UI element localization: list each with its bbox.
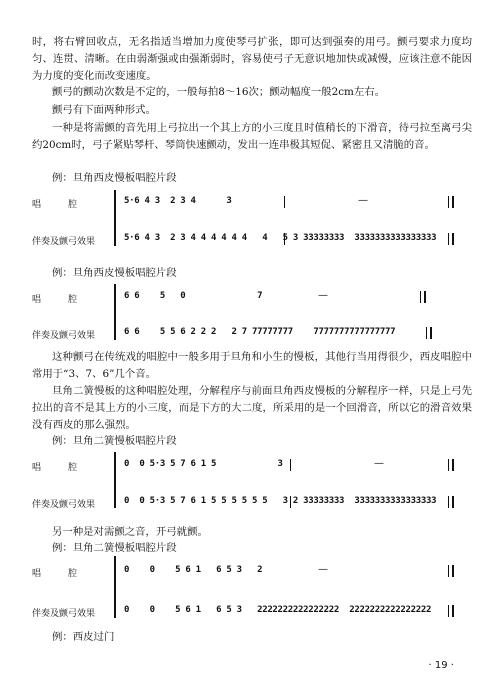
end-barline [448, 496, 454, 508]
system-brace [114, 190, 119, 246]
barline [290, 459, 291, 471]
end-barline [420, 291, 426, 303]
paragraph-7: 另一种是对需颤之音，开弓就颤。 [52, 526, 208, 538]
barline [284, 196, 285, 208]
end-barline [426, 327, 432, 339]
paragraph-3: 颤弓有下面两种形式。 [52, 104, 156, 116]
sustain-dash: — [374, 458, 384, 469]
end-barline [448, 605, 454, 617]
accompaniment-label: 伴奏及颤弓效果 [32, 500, 96, 510]
system-brace [114, 556, 119, 618]
paragraph-1: 时，将右臂回收点，无名指适当增加力度使琴弓扩张，即可达到强奏的用弓。颤弓要求力度均匀、连贯、清晰。在由弱渐强或由强渐弱时，容易使弓子无意识地加快或减慢，应该注意不能因为力度的变化而改变速度。 [32, 36, 472, 82]
paragraph-5: 这种颤弓在传统戏的唱腔中一般多用于旦角和小生的慢板，其他行当用得很少，西皮唱腔中常用于“3、7、6”几个音。 [32, 351, 472, 380]
barline [284, 233, 285, 245]
system-brace [114, 284, 119, 340]
end-barline [448, 196, 454, 208]
system-brace [114, 452, 119, 508]
vocal-label: 唱 腔 [32, 569, 78, 579]
barline [290, 496, 291, 508]
accompaniment-label: 伴奏及颤弓效果 [32, 331, 96, 341]
example-caption: 例：旦角西皮慢板唱腔片段 [52, 267, 177, 279]
paragraph-2: 颤弓的颤动次数是不定的，一般每拍8～16次；颤动幅度一般2cm左右。 [52, 86, 386, 98]
page-number: · 19 · [428, 660, 454, 671]
vocal-label: 唱 腔 [32, 200, 78, 210]
sustain-dash: — [318, 290, 328, 301]
end-barline [448, 459, 454, 471]
example-caption: 例：西皮过门 [52, 631, 115, 643]
end-barline [448, 233, 454, 245]
accompaniment-notes: 0 0 5 6 1 6 5 3 2222222222222222 2222222222222222 [124, 605, 432, 615]
example-caption: 例：旦角二簧慢板唱腔片段 [52, 435, 177, 447]
accompaniment-label: 伴奏及颤弓效果 [32, 609, 96, 619]
vocal-label: 唱 腔 [32, 295, 78, 305]
sustain-dash: — [358, 195, 368, 206]
accompaniment-notes: 0 0 5·3 5 7 6 1 5 5 5 5 5 5 3 2 33333333 3333333333333333 [124, 496, 437, 506]
sustain-dash: — [318, 564, 328, 575]
accompaniment-notes: 5·6 4 3 2 3 4 4 4 4 4 4 4 5 3 33333333 3333333333333333 [124, 233, 437, 243]
vocal-notes: 0 0 5 6 1 6 5 3 2 [124, 565, 263, 575]
paragraph-6: 旦角二簧慢板的这种唱腔处理，分解程序与前面旦角西皮慢板的分解程序一样，只是上弓先拉出的音不是其上方的小三度，而是下方的大二度，所采用的是一个回滑音，所以它的滑音效果没有西皮的那么强烈。 [32, 385, 472, 431]
example-caption: 例：旦角西皮慢板唱腔片段 [52, 172, 177, 184]
example-caption: 例：旦角二簧慢板唱腔片段 [52, 542, 177, 554]
vocal-notes: 0 0 5·3 5 7 6 1 5 3 [124, 459, 283, 469]
accompaniment-label: 伴奏及颤弓效果 [32, 237, 96, 247]
vocal-notes: 6 6 5 0 7 [124, 291, 263, 301]
vocal-label: 唱 腔 [32, 463, 78, 473]
paragraph-4: 一种是将需颤的音先用上弓拉出一个其上方的小三度且时值稍长的下滑音，待弓拉至离弓尖约20cm时，弓子紧贴琴杆、琴筒快速颤动，发出一连串极其短促、紧密且又清脆的音。 [32, 122, 472, 151]
accompaniment-notes: 6 6 5 5 6 2 2 2 2 7 77777777 7777777777777777 [124, 327, 396, 337]
end-barline [448, 565, 454, 577]
vocal-notes: 5·6 4 3 2 3 4 3 [124, 196, 232, 206]
